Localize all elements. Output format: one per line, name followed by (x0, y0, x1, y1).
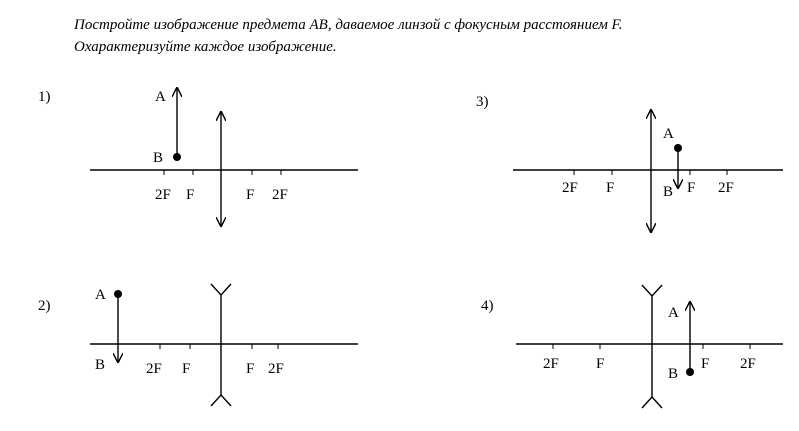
problem-3 (476, 94, 783, 232)
diverging-lens (211, 284, 231, 406)
point-a-label: A (663, 126, 674, 142)
mark-f-right: F (687, 180, 696, 196)
mark-2f-right: 2F (272, 187, 288, 203)
problem-4 (481, 285, 783, 408)
problem-2-number: 2) (38, 298, 51, 314)
mark-2f-right: 2F (740, 356, 756, 372)
mark-f-left: F (182, 361, 191, 377)
mark-f-right: F (701, 356, 710, 372)
mark-f-left: F (596, 356, 605, 372)
problem-4-number: 4) (481, 298, 494, 314)
problem-3-number: 3) (476, 94, 489, 110)
mark-2f-left: 2F (155, 187, 171, 203)
task-line-1: Постройте изображение предмета AB, даваемое линзой с фокусным расстоянием F. (74, 17, 623, 33)
problem-1-number: 1) (38, 89, 51, 105)
mark-2f-right: 2F (718, 180, 734, 196)
point-a-label: A (95, 287, 106, 303)
point-a-label: A (155, 89, 166, 105)
mark-2f-left: 2F (146, 361, 162, 377)
problem-1 (38, 88, 358, 226)
mark-2f-left: 2F (562, 180, 578, 196)
point-a-dot (114, 290, 122, 298)
point-b-label: B (95, 357, 106, 373)
point-b-label: B (663, 184, 674, 200)
point-b-label: B (668, 366, 679, 382)
task-line-2: Охарактеризуйте каждое изображение. (74, 39, 337, 55)
problem-2 (38, 284, 358, 406)
point-b-label: B (153, 150, 164, 166)
mark-2f-left: 2F (543, 356, 559, 372)
point-a-dot (674, 144, 682, 152)
mark-f-left: F (186, 187, 195, 203)
mark-f-right: F (246, 361, 255, 377)
point-b-dot (686, 368, 694, 376)
point-a-label: A (668, 305, 679, 321)
mark-f-left: F (606, 180, 615, 196)
mark-f-right: F (246, 187, 255, 203)
diverging-lens (642, 285, 662, 408)
mark-2f-right: 2F (268, 361, 284, 377)
point-b-dot (173, 153, 181, 161)
